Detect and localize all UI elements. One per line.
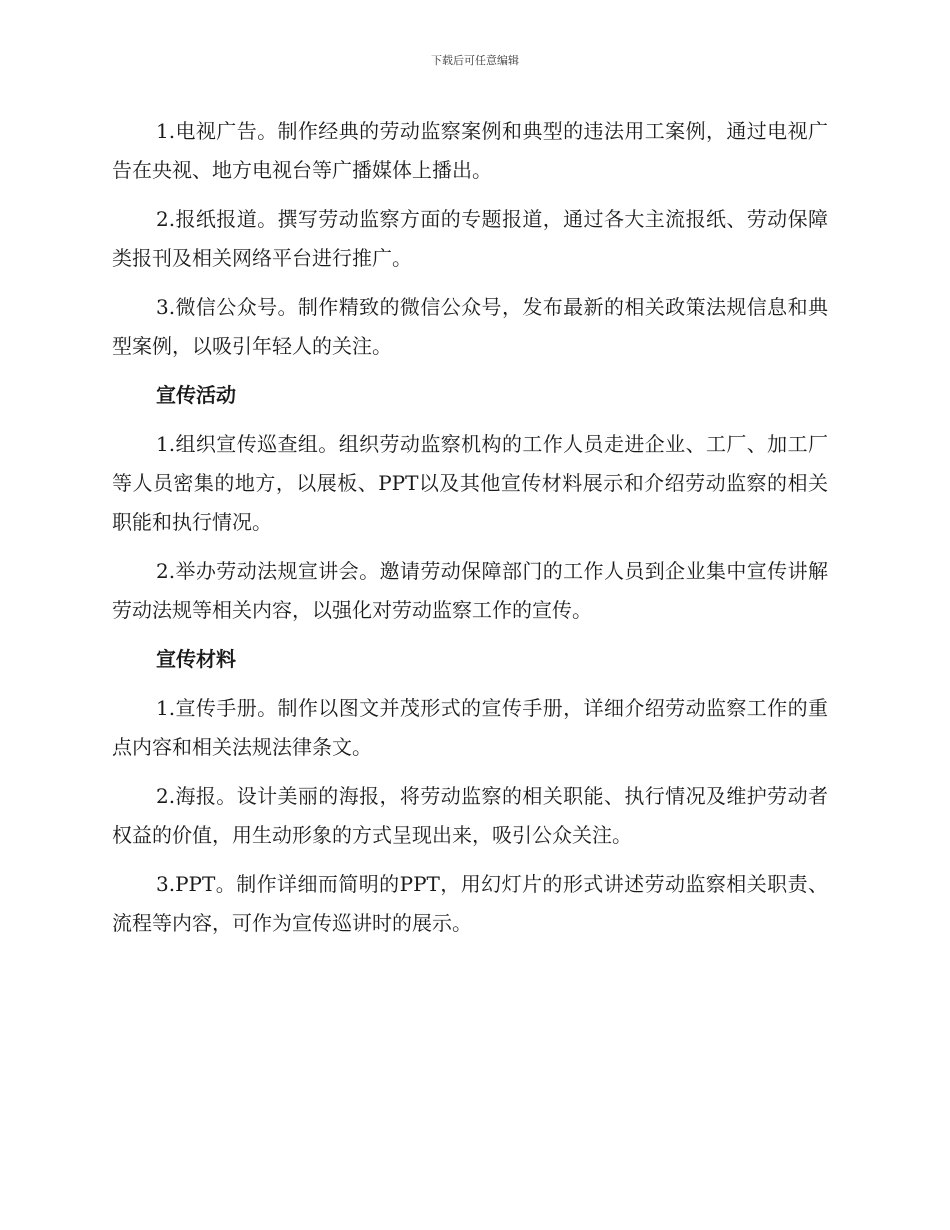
paragraph-poster: 2.海报。设计美丽的海报，将劳动监察的相关职能、执行情况及维护劳动者权益的价值，用生动形象的方式呈现出来，吸引公众关注。 — [112, 784, 828, 847]
paragraph-wechat: 3.微信公众号。制作精致的微信公众号，发布最新的相关政策法规信息和典型案例，以吸引年轻人的关注。 — [112, 295, 828, 358]
paragraph-ppt: 3.PPT。制作详细而简明的PPT，用幻灯片的形式讲述劳动监察相关职责、流程等内容，可作为宣传巡讲时的展示。 — [112, 872, 828, 935]
paragraph-tv-ads: 1.电视广告。制作经典的劳动监察案例和典型的违法用工案例，通过电视广告在央视、地方电视台等广播媒体上播出。 — [112, 119, 828, 182]
paragraph-newspaper: 2.报纸报道。撰写劳动监察方面的专题报道，通过各大主流报纸、劳动保障类报刊及相关网络平台进行推广。 — [112, 207, 828, 270]
section-heading-materials: 宣传材料 — [156, 647, 236, 671]
page-header: 下载后可任意编辑 — [431, 54, 519, 67]
paragraph-brochure: 1.宣传手册。制作以图文并茂形式的宣传手册，详细介绍劳动监察工作的重点内容和相关法规法律条文。 — [112, 696, 828, 759]
section-heading-activities: 宣传活动 — [156, 383, 236, 407]
paragraph-lecture: 2.举办劳动法规宣讲会。邀请劳动保障部门的工作人员到企业集中宣传讲解劳动法规等相关内容，以强化对劳动监察工作的宣传。 — [112, 559, 828, 622]
paragraph-inspection-team: 1.组织宣传巡查组。组织劳动监察机构的工作人员走进企业、工厂、加工厂等人员密集的地方，以展板、PPT以及其他宣传材料展示和介绍劳动监察的相关职能和执行情况。 — [112, 432, 828, 534]
document-body — [112, 112, 828, 953]
